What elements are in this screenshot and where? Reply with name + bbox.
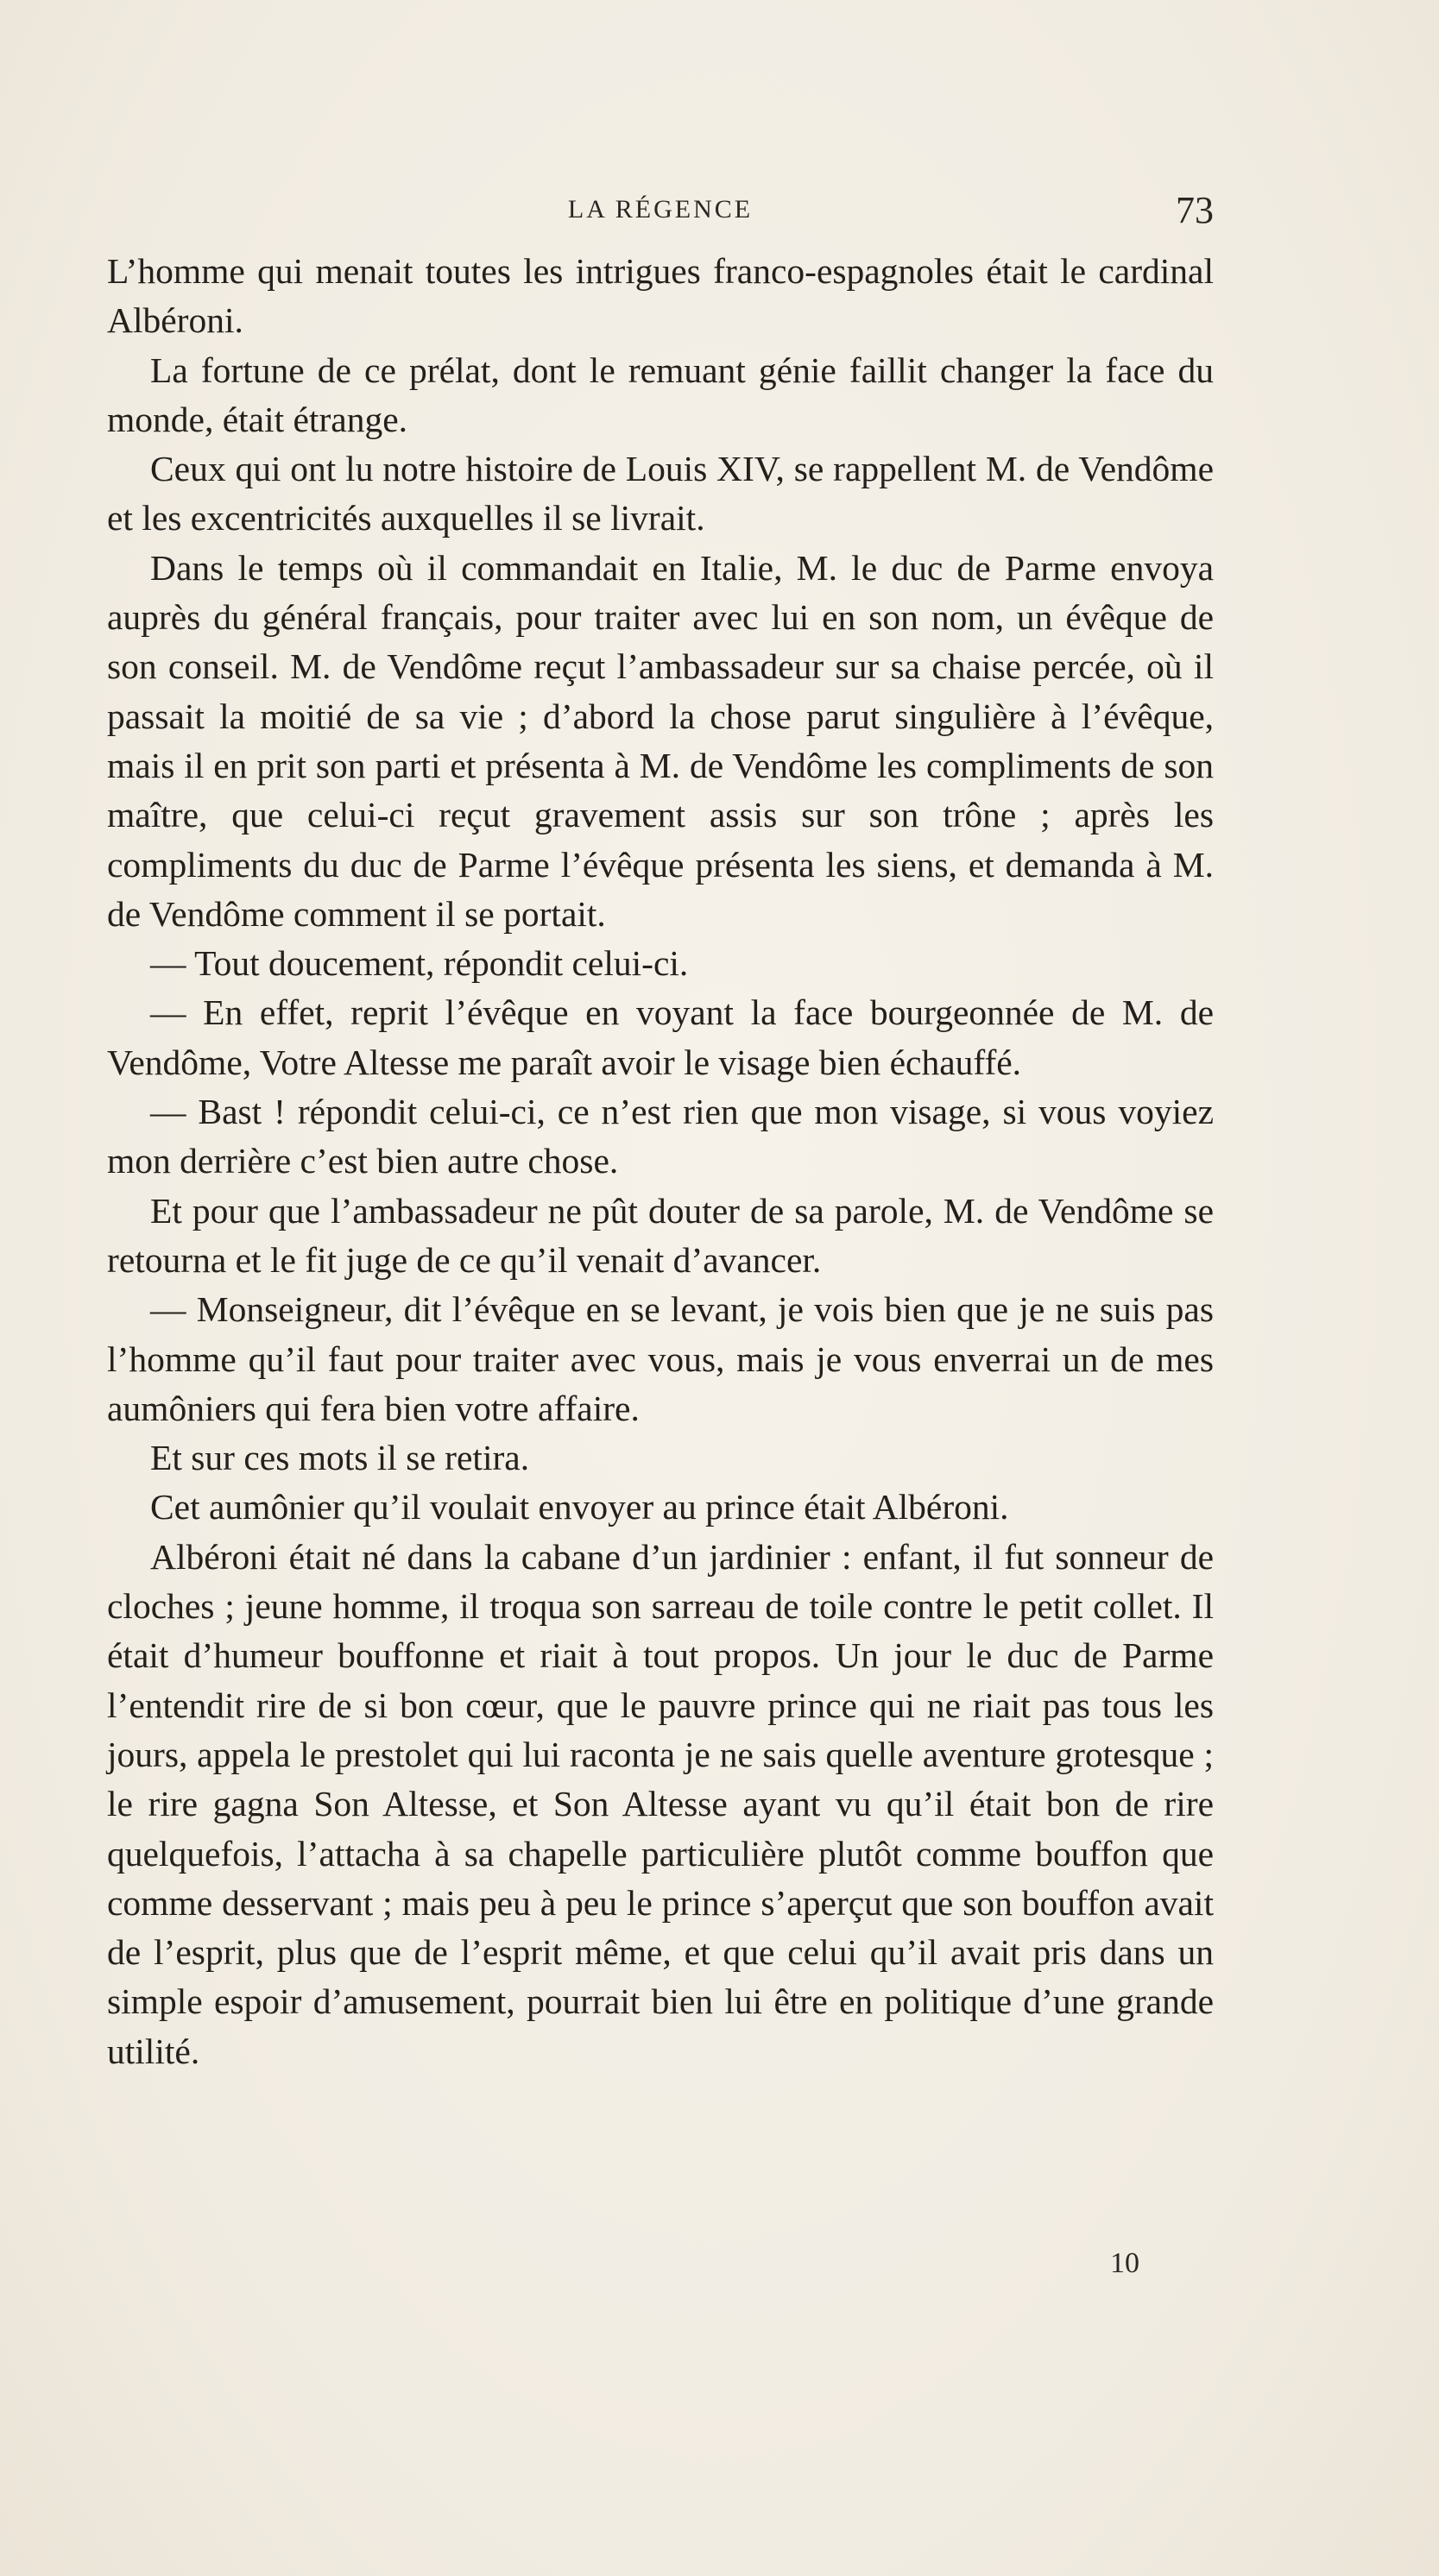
- paragraph: Et pour que l’ambassadeur ne pût douter de sa parole, M. de Vendôme se retourna et le fit juge de ce qu’il venait d’avancer.: [107, 1190, 1214, 1280]
- dialogue-line: — En effet, reprit l’évêque en voyant la face bourgeonnée de M. de Vendôme, Votre Altesse me paraît avoir le visage bien échauffé.: [107, 992, 1214, 1082]
- paragraph: Dans le temps où il commandait en Italie, M. le duc de Parme envoya auprès du général français, pour traiter avec lui en son nom, un évêque de son conseil. M. de Vendôme reçut l’ambassadeur sur sa chaise percée, où il passait la moitié de sa vie ; d’abord la chose parut singulière à l’évêque, mais il en prit son parti et présenta à M. de Vendôme les compliments de son maître, que celui-ci reçut gravement assis sur son trône ; après les compliments du duc de Parme l’évêque présenta les siens, et demanda à M. de Vendôme comment il se portait.: [107, 547, 1214, 934]
- running-head-title: LA RÉGENCE: [567, 195, 754, 224]
- paragraph: La fortune de ce prélat, dont le remuant génie faillit changer la face du monde, était étrange.: [107, 350, 1214, 439]
- printer-signature: 10: [1110, 2247, 1139, 2279]
- body-text: [107, 247, 1214, 2076]
- paragraph: Cet aumônier qu’il voulait envoyer au prince était Albéroni.: [150, 1487, 1009, 1527]
- paragraph: Et sur ces mots il se retira.: [150, 1438, 530, 1478]
- dialogue-line: — Tout doucement, répondit celui-ci.: [150, 943, 689, 984]
- dialogue-line: — Monseigneur, dit l’évêque en se levant, je vois bien que je ne suis pas l’homme qu’il faut pour traiter avec vous, mais je vous enverrai un de mes aumôniers qui fera bien votre affaire.: [107, 1289, 1214, 1428]
- paragraph: Ceux qui ont lu notre histoire de Louis XIV, se rappellent M. de Vendôme et les excentricités auxquelles il se livrait.: [107, 449, 1214, 539]
- dialogue-line: — Bast ! répondit celui-ci, ce n’est rien que mon visage, si vous voyiez mon derrière c’est bien autre chose.: [107, 1092, 1214, 1181]
- paragraph: L’homme qui menait toutes les intrigues franco-espagnoles était le cardinal Albéroni.: [107, 251, 1214, 341]
- page-number: 73: [1176, 189, 1214, 231]
- running-head: [107, 188, 1214, 236]
- paragraph: Albéroni était né dans la cabane d’un jardinier : enfant, il fut sonneur de cloches ; jeune homme, il troqua son sarreau de toile contre le petit collet. Il était d’humeur bouffonne et riait à tout propos. Un jour le duc de Parme l’entendit rire de si bon cœur, que le pauvre prince qui ne riait pas tous les jours, appela le prestolet qui lui raconta je ne sais quelle aventure grotesque ; le rire gagna Son Altesse, et Son Altesse ayant vu qu’il était bon de rire quelquefois, l’attacha à sa chapelle particulière plutôt comme bouffon que comme desservant ; mais peu à peu le prince s’aperçut que son bouffon avait de l’esprit, plus que de l’esprit même, et que celui qu’il avait pris dans un simple espoir d’amusement, pourrait bien lui être en politique d’une grande utilité.: [107, 1536, 1214, 2071]
